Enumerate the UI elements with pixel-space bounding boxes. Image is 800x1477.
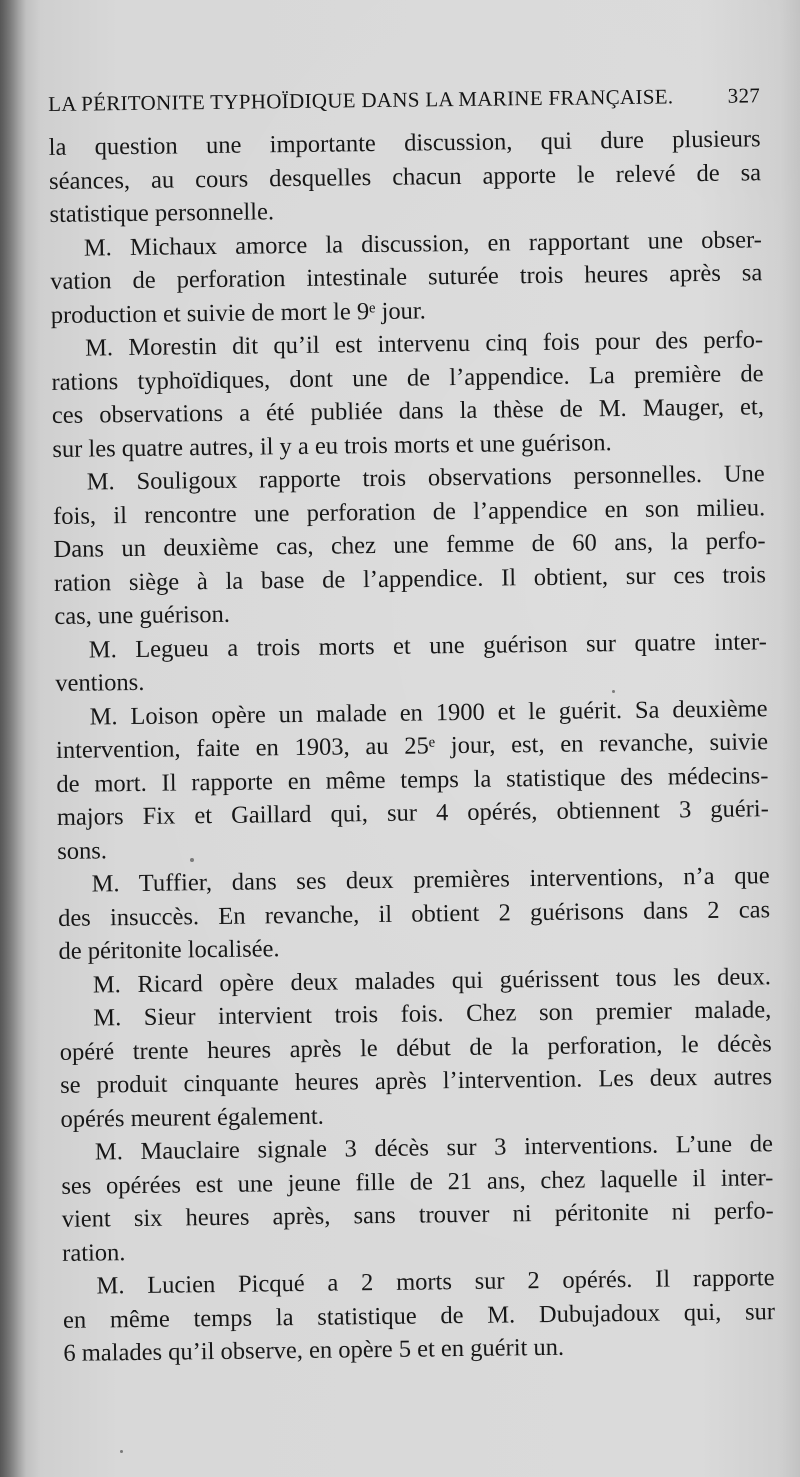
- text-line: se produit cinquante heures après l’intervention. Les deux autres: [59, 1063, 773, 1099]
- text-line: M. Lucien Picqué a 2 morts sur 2 opérés. Il rapporte: [96, 1264, 775, 1300]
- text-line: ses opérées est une jeune fille de 21 ans, chez laquelle il inter-: [61, 1163, 774, 1200]
- text-line: M. Michaux amorce la discussion, en rapportant une obser-: [83, 225, 763, 262]
- text-line: en même temps la statistique de M. Dubujadoux qui, sur: [62, 1297, 776, 1334]
- text-line: 6 malades qu’il observe, en opère 5 et en guérit un.: [63, 1333, 565, 1367]
- page-number: 327: [727, 83, 761, 108]
- text-line: séances, au cours desquelles chacun apporte le relevé de sa: [48, 158, 762, 195]
- text-line: sons.: [57, 836, 108, 865]
- running-head: [48, 83, 760, 117]
- page-text: [48, 83, 776, 1370]
- body-text: [48, 122, 775, 1370]
- text-line: Dans un deuxième cas, chez une femme de 60 ans, la perfo-: [53, 527, 766, 563]
- text-line: de péritonite localisée.: [58, 935, 280, 965]
- text-line: la question une importante discussion, qui dure plusieurs: [48, 125, 761, 161]
- binding-shadow: [0, 0, 26, 1477]
- text-line: ration.: [62, 1238, 126, 1267]
- text-line: M. Sieur intervient trois fois. Chez son premier malade,: [93, 996, 772, 1032]
- text-line: M. Souligoux rapporte trois observations personnelles. Une: [86, 460, 765, 496]
- text-line: intervention, faite en 1903, au 25ᵉ jour, est, en revanche, suivie: [55, 728, 769, 764]
- text-line: M. Tuffier, dans ses deux premières interventions, n’a que: [91, 862, 770, 898]
- text-line: vation de perforation intestinale suturée trois heures après sa: [50, 259, 763, 295]
- text-line: fois, il rencontre une perforation de l’appendice en son milieu.: [53, 493, 766, 530]
- text-line: M. Loison opère un malade en 1900 et le guérit. Sa deuxième: [89, 694, 768, 731]
- text-line: M. Mauclaire signale 3 décès sur 3 interventions. L’une de: [94, 1130, 774, 1166]
- text-line: rations typhoïdiques, dont une de l’appendice. La première de: [51, 359, 764, 396]
- text-line: sur les quatre autres, il y a eu trois morts et une guérison.: [52, 428, 612, 463]
- text-line: statistique personnelle.: [49, 198, 275, 228]
- text-line: de mort. Il rapporte en même temps la statistique des médecins-: [56, 761, 769, 798]
- text-line: ration siège à la base de l’appendice. Il obtient, sur ces trois: [53, 560, 767, 597]
- running-title: LA PÉRITONITE TYPHOÏDIQUE DANS LA MARINE FRANÇAISE.: [48, 84, 674, 116]
- text-line: production et suivie de mort le 9ᵉ jour.: [50, 296, 426, 329]
- text-line: M. Ricard opère deux malades qui guérissent tous les deux.: [92, 962, 772, 999]
- text-line: opéré trente heures après le début de la perforation, le décès: [59, 1029, 772, 1066]
- text-line: cas, une guérison.: [54, 600, 231, 630]
- text-line: M. Morestin dit qu’il est intervenu cinq fois pour des perfo-: [84, 326, 764, 362]
- text-line: M. Legueu a trois morts et une guérison sur quatre inter-: [88, 627, 767, 664]
- text-line: ventions.: [55, 668, 145, 697]
- paper-speck: [120, 1450, 123, 1453]
- text-line: opérés meurent également.: [60, 1102, 324, 1133]
- text-line: vient six heures après, sans trouver ni péritonite ni perfo-: [61, 1197, 774, 1233]
- text-line: majors Fix et Gaillard qui, sur 4 opérés, obtiennent 3 guéri-: [56, 795, 769, 831]
- text-line: ces observations a été publiée dans la thèse de M. Mauger, et,: [51, 393, 765, 429]
- text-line: des insuccès. En revanche, il obtient 2 guérisons dans 2 cas: [57, 895, 771, 932]
